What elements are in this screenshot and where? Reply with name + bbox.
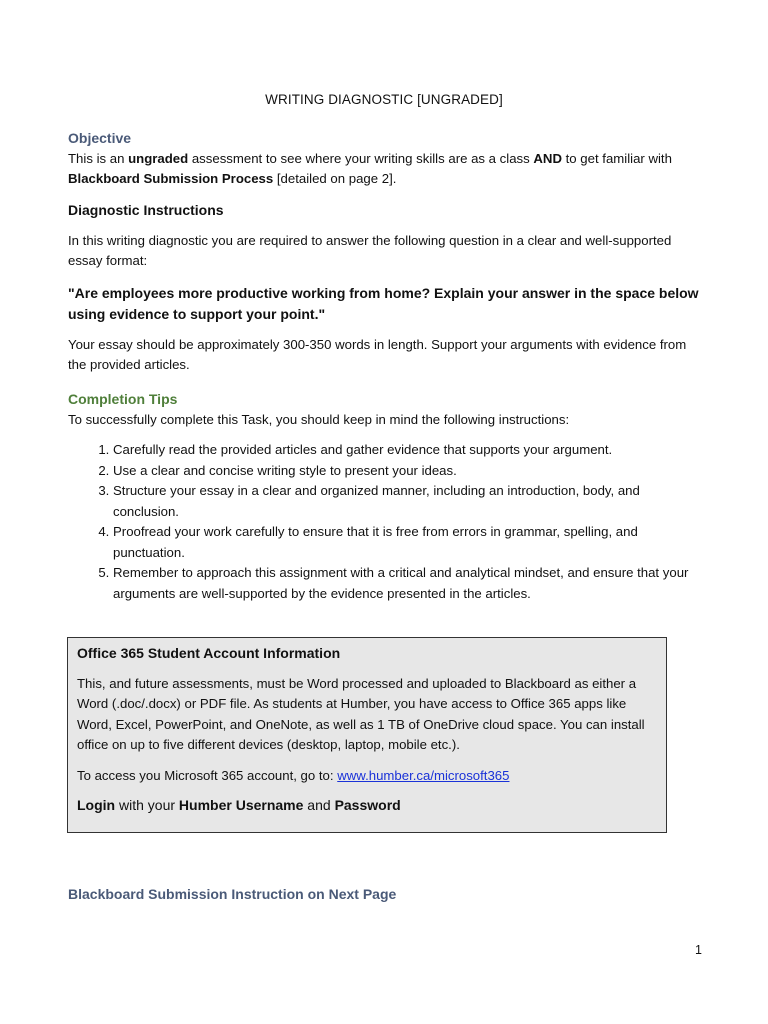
diagnostic-section (68, 200, 700, 376)
length-note: Your essay should be approximately 300-350 words in length. Support your arguments with evidence from the provided articles. (68, 336, 687, 372)
tips-list (68, 440, 700, 604)
and-emphasis: AND (533, 150, 562, 166)
access-line: To access you Microsoft 365 account, go to: www.humber.ca/microsoft365 (77, 767, 510, 783)
completion-intro: To successfully complete this Task, you should keep in mind the following instructions: (68, 411, 570, 427)
process-emphasis: Blackboard Submission Process (68, 171, 274, 186)
list-item: 4. Proofread your work carefully to ensure that it is free from errors in grammar, spelling, and punctuation. (113, 522, 700, 563)
microsoft365-link[interactable]: www.humber.ca/microsoft365 (337, 767, 510, 783)
list-item: 1. Carefully read the provided articles and gather evidence that supports your argument. (113, 440, 700, 461)
office365-box-title: Office 365 Student Account Information (77, 645, 341, 661)
objective-section (68, 128, 700, 190)
office365-info-box (67, 637, 667, 833)
completion-section (68, 389, 700, 604)
objective-text: This is an ungraded assessment to see where your writing skills are as a class AND to get familiar with Blackboard Submission Process [detailed on page 2]. (68, 150, 672, 186)
diagnostic-heading: Diagnostic Instructions (68, 202, 224, 218)
ungraded-emphasis: ungraded (128, 150, 189, 166)
list-item: 2. Use a clear and concise writing style to present your ideas. (113, 461, 700, 482)
list-item: 5. Remember to approach this assignment with a critical and analytical mindset, and ensure that your arguments are well-supported by the evidence presented in the articles. (113, 563, 700, 604)
essay-question: "Are employees more productive working from home? Explain your answer in the space below using evidence to support your point." (68, 284, 699, 322)
office365-box-content (77, 643, 658, 816)
completion-heading: Completion Tips (68, 391, 178, 407)
office365-body: This, and future assessments, must be Word processed and uploaded to Blackboard as either a Word (.doc/.docx) or PDF file. As students at Humber, you have access to Office 365 apps like Word, Excel, PowerPoint, and OneNote, as well as 1 TB of OneDrive cloud space. You can install office on up to five different devices (desktop, laptop, mobile etc.). (77, 675, 645, 752)
page-title: WRITING DIAGNOSTIC [UNGRADED] (265, 92, 503, 107)
next-page-note: Blackboard Submission Instruction on Next Page (68, 886, 397, 902)
page-number: 1 (695, 943, 702, 957)
diagnostic-intro: In this writing diagnostic you are required to answer the following question in a clear and well-supported essay format: (68, 232, 672, 268)
list-item: 3. Structure your essay in a clear and organized manner, including an introduction, body, and conclusion. (113, 481, 700, 522)
login-line: Login with your Humber Username and Password (77, 797, 401, 813)
objective-heading: Objective (68, 130, 132, 146)
